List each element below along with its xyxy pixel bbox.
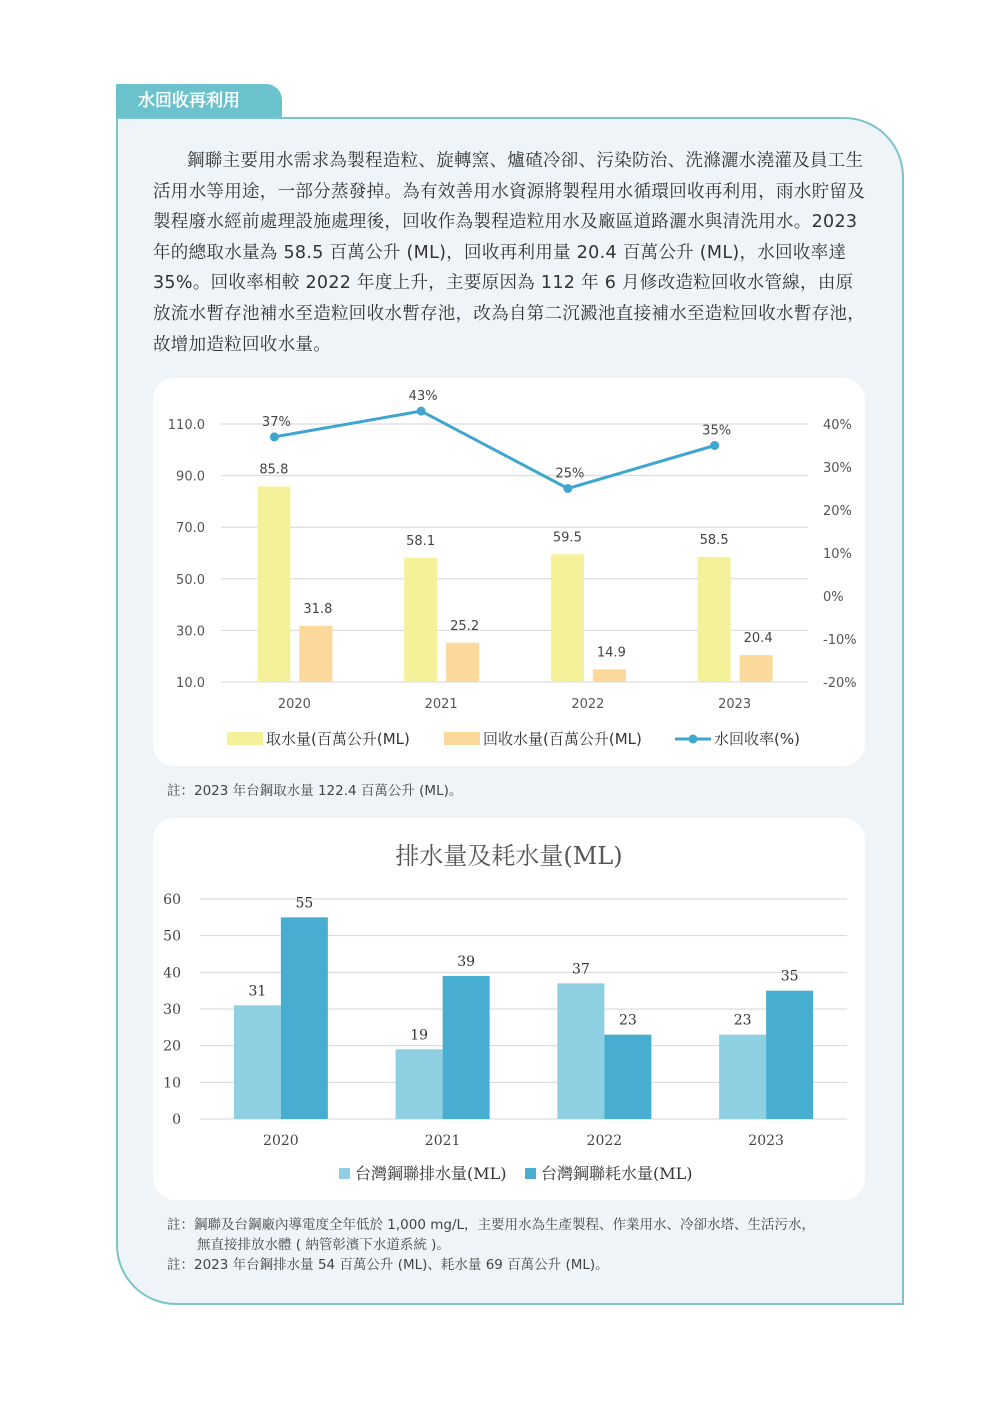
x-tick-label: 2022 bbox=[586, 1133, 623, 1149]
discharge-consumption-chart bbox=[153, 818, 865, 1200]
x-tick-label: 2022 bbox=[571, 697, 605, 712]
legend-swatch-discharge bbox=[339, 1168, 350, 1179]
data-label: 25% bbox=[555, 466, 585, 482]
legend-label-recycled: 回收水量(百萬公升(ML) bbox=[483, 730, 642, 748]
data-label: 39 bbox=[457, 954, 476, 970]
data-label: 19 bbox=[410, 1027, 429, 1044]
legend-swatch-recycled bbox=[444, 732, 480, 745]
x-tick-label: 2023 bbox=[718, 697, 752, 712]
data-label: 14.9 bbox=[596, 645, 626, 661]
bar-intake bbox=[698, 557, 731, 682]
data-label: 58.1 bbox=[406, 533, 436, 549]
data-label: 58.5 bbox=[699, 532, 729, 548]
bar-consumption bbox=[604, 1035, 651, 1119]
series-line-rate bbox=[274, 411, 714, 488]
data-label: 31 bbox=[248, 983, 267, 1000]
bar-recycled bbox=[446, 643, 479, 682]
y-tick-label: 50.0 bbox=[176, 572, 205, 588]
line-point bbox=[417, 407, 426, 416]
y-tick-label: 50 bbox=[163, 928, 181, 945]
data-label: 25.2 bbox=[450, 618, 480, 634]
bar-intake bbox=[257, 486, 290, 682]
legend-swatch-intake bbox=[227, 732, 263, 745]
data-label: 20.4 bbox=[743, 631, 773, 647]
data-label: 35% bbox=[702, 423, 732, 439]
bar-consumption bbox=[281, 917, 328, 1119]
y2-tick-label: -10% bbox=[823, 633, 857, 648]
bar-intake bbox=[551, 554, 584, 682]
discharge-chart-card bbox=[153, 818, 865, 1200]
y-tick-label: 40 bbox=[163, 965, 181, 982]
y2-tick-label: -20% bbox=[823, 676, 857, 691]
bar-consumption bbox=[443, 976, 490, 1119]
bar-intake bbox=[404, 558, 437, 682]
y2-tick-label: 10% bbox=[823, 547, 852, 562]
x-tick-label: 2023 bbox=[748, 1133, 784, 1149]
y-tick-label: 20 bbox=[163, 1038, 181, 1055]
line-point bbox=[710, 441, 719, 450]
y-tick-label: 90.0 bbox=[176, 469, 205, 485]
bar-discharge bbox=[557, 983, 604, 1119]
recycling-chart-card bbox=[153, 378, 865, 766]
legend-label-intake: 取水量(百萬公升(ML) bbox=[266, 730, 410, 748]
data-label: 23 bbox=[618, 1012, 637, 1029]
water-recycling-chart bbox=[153, 378, 865, 766]
x-tick-label: 2020 bbox=[263, 1133, 299, 1149]
data-label: 23 bbox=[733, 1012, 752, 1029]
chart-title: 排水量及耗水量(ML) bbox=[395, 842, 623, 870]
legend-label-consumption: 台灣鋼聯耗水量(ML) bbox=[541, 1164, 693, 1183]
bar-recycled bbox=[740, 655, 773, 682]
y-tick-label: 110.0 bbox=[167, 418, 205, 433]
data-label: 59.5 bbox=[552, 530, 582, 546]
y-tick-label: 0 bbox=[172, 1112, 181, 1128]
bar-discharge bbox=[396, 1049, 443, 1119]
bar-recycled bbox=[593, 669, 626, 682]
footnote-discharge: 註：2023 年台鋼排水量 54 百萬公升 (ML)、耗水量 69 百萬公升 (ML)。 bbox=[167, 1257, 609, 1273]
line-point bbox=[563, 484, 572, 493]
y-tick-label: 70.0 bbox=[176, 521, 205, 537]
y2-tick-label: 40% bbox=[823, 418, 852, 433]
legend-label-rate: 水回收率(%) bbox=[714, 730, 800, 748]
legend-swatch-consumption bbox=[525, 1168, 536, 1179]
y2-tick-label: 0% bbox=[823, 590, 844, 605]
y2-tick-label: 30% bbox=[823, 461, 852, 476]
y-tick-label: 60 bbox=[163, 892, 181, 908]
footnote-conductivity: 註：鋼聯及台鋼廠內導電度全年低於 1,000 mg/L，主要用水為生產製程、作業用水、冷卻水塔、生活污水， bbox=[167, 1217, 816, 1233]
y2-tick-label: 20% bbox=[823, 504, 852, 519]
y-tick-label: 30 bbox=[163, 1002, 181, 1018]
bar-recycled bbox=[299, 626, 332, 682]
bar-consumption bbox=[766, 991, 813, 1119]
data-label: 37% bbox=[261, 414, 291, 430]
bar-discharge bbox=[719, 1035, 766, 1119]
data-label: 85.8 bbox=[259, 462, 289, 478]
y-tick-label: 30.0 bbox=[176, 624, 205, 640]
y-tick-label: 10.0 bbox=[176, 676, 205, 691]
data-label: 55 bbox=[295, 895, 314, 912]
line-point bbox=[270, 432, 279, 441]
bar-discharge bbox=[234, 1005, 281, 1119]
intro-paragraph: 鋼聯主要用水需求為製程造粒、旋轉窯、爐碴冷卻、污染防治、洗滌灑水澆灌及員工生活用水等用途，一部分蒸發掉。為有效善用水資源將製程用水循環回收再利用，雨水貯留及製程廢水經前處理設施處理後，回收作為製程造粒用水及廠區道路灑水與清洗用水。2023 年的總取水量為 58.5 百萬公升 (ML)，回收再利用量 20.4 百萬公升 (ML)，水回收率達 35%。回收率相較 2022 年度上升，主要原因為 112 年 6 月修改造粒回收水管線，由原放流水暫存池補水至造粒回收水暫存池，改為自第二沉澱池直接補水至造粒回收水暫存池，故增加造粒回收水量。 bbox=[153, 151, 865, 355]
data-label: 43% bbox=[408, 389, 438, 405]
footnote-intake: 註：2023 年台鋼取水量 122.4 百萬公升 (ML)。 bbox=[167, 783, 463, 799]
x-tick-label: 2021 bbox=[424, 1133, 461, 1149]
legend-label-discharge: 台灣鋼聯排水量(ML) bbox=[355, 1164, 507, 1183]
x-tick-label: 2021 bbox=[424, 697, 458, 712]
legend-swatch-rate-point bbox=[689, 735, 698, 744]
data-label: 31.8 bbox=[303, 601, 333, 617]
footnote-conductivity-cont: 無直接排放水體 ( 納管彰濱下水道系統 )。 bbox=[197, 1237, 450, 1253]
y-tick-label: 10 bbox=[163, 1075, 181, 1092]
data-label: 35 bbox=[780, 968, 799, 985]
data-label: 37 bbox=[571, 961, 590, 978]
x-tick-label: 2020 bbox=[277, 697, 311, 712]
section-title: 水回收再利用 bbox=[116, 84, 282, 118]
